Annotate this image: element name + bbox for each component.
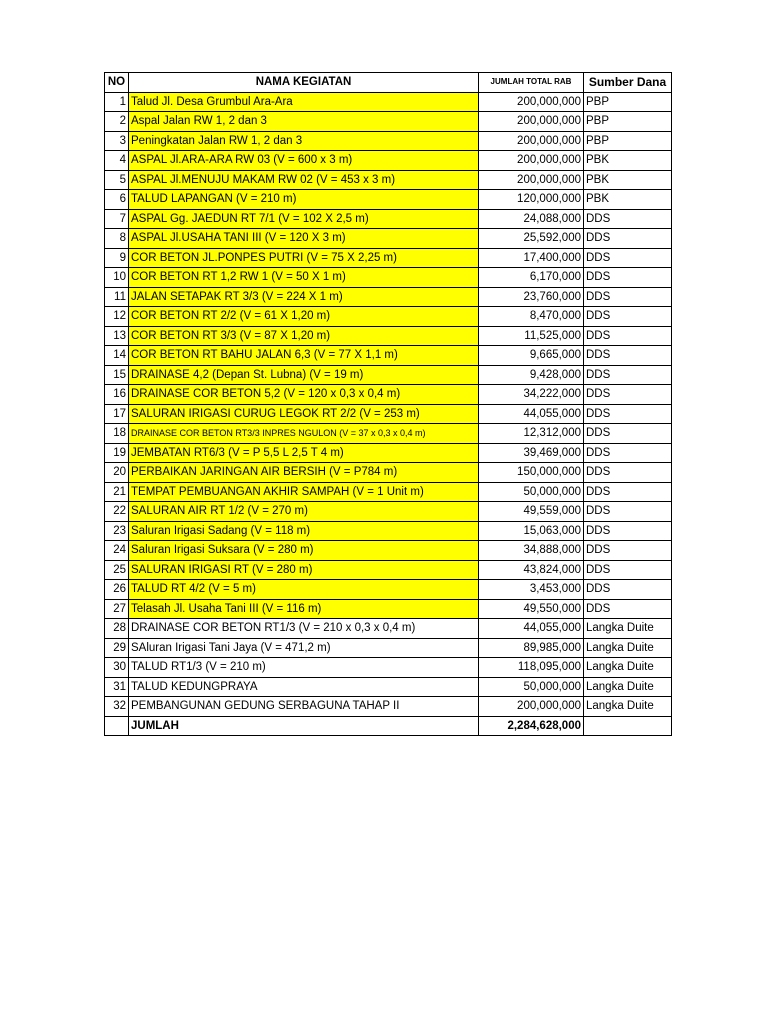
row-name: COR BETON RT 2/2 (V = 61 X 1,20 m) (129, 307, 479, 327)
row-name: Talud Jl. Desa Grumbul Ara-Ara (129, 92, 479, 112)
total-row (105, 716, 672, 736)
row-no: 30 (105, 658, 129, 678)
row-source: DDS (584, 541, 672, 561)
row-no: 24 (105, 541, 129, 561)
row-source: DDS (584, 502, 672, 522)
row-name: PEMBANGUNAN GEDUNG SERBAGUNA TAHAP II (129, 697, 479, 717)
row-amount: 200,000,000 (479, 131, 584, 151)
table-row (105, 170, 672, 190)
row-name: Saluran Irigasi Sadang (V = 118 m) (129, 521, 479, 541)
row-no: 22 (105, 502, 129, 522)
row-amount: 17,400,000 (479, 248, 584, 268)
header-source: Sumber Dana (584, 73, 672, 93)
row-no: 32 (105, 697, 129, 717)
row-name: Peningkatan Jalan RW 1, 2 dan 3 (129, 131, 479, 151)
row-amount: 200,000,000 (479, 92, 584, 112)
row-amount: 44,055,000 (479, 619, 584, 639)
row-name: ASPAL Gg. JAEDUN RT 7/1 (V = 102 X 2,5 m) (129, 209, 479, 229)
table-row (105, 541, 672, 561)
table-row (105, 326, 672, 346)
table-row (105, 151, 672, 171)
row-source: DDS (584, 482, 672, 502)
row-source: DDS (584, 365, 672, 385)
row-no: 5 (105, 170, 129, 190)
row-amount: 44,055,000 (479, 404, 584, 424)
total-label: JUMLAH (129, 716, 479, 736)
row-amount: 200,000,000 (479, 697, 584, 717)
row-source: DDS (584, 268, 672, 288)
table-row (105, 697, 672, 717)
row-source: DDS (584, 326, 672, 346)
row-name: Telasah Jl. Usaha Tani III (V = 116 m) (129, 599, 479, 619)
row-name: TALUD RT 4/2 (V = 5 m) (129, 580, 479, 600)
row-no: 10 (105, 268, 129, 288)
row-amount: 34,222,000 (479, 385, 584, 405)
row-no: 20 (105, 463, 129, 483)
row-name: COR BETON RT 3/3 (V = 87 X 1,20 m) (129, 326, 479, 346)
row-no: 3 (105, 131, 129, 151)
header-rab: JUMLAH TOTAL RAB (479, 73, 584, 93)
row-source: DDS (584, 307, 672, 327)
row-source: PBP (584, 112, 672, 132)
row-source: Langka Duite (584, 677, 672, 697)
row-name: TALUD RT1/3 (V = 210 m) (129, 658, 479, 678)
table-row (105, 248, 672, 268)
row-source: DDS (584, 229, 672, 249)
table-row (105, 463, 672, 483)
row-amount: 49,550,000 (479, 599, 584, 619)
row-name: DRAINASE COR BETON 5,2 (V = 120 x 0,3 x 0,4 m) (129, 385, 479, 405)
row-no: 17 (105, 404, 129, 424)
row-source: DDS (584, 248, 672, 268)
table-row (105, 209, 672, 229)
row-no: 26 (105, 580, 129, 600)
row-no: 28 (105, 619, 129, 639)
table-row (105, 658, 672, 678)
table-row (105, 638, 672, 658)
table-row (105, 385, 672, 405)
row-source: DDS (584, 209, 672, 229)
table-row (105, 365, 672, 385)
row-no: 23 (105, 521, 129, 541)
row-source: Langka Duite (584, 638, 672, 658)
total-amount: 2,284,628,000 (479, 716, 584, 736)
row-source: PBK (584, 190, 672, 210)
row-amount: 150,000,000 (479, 463, 584, 483)
table-row (105, 112, 672, 132)
row-amount: 120,000,000 (479, 190, 584, 210)
row-no: 21 (105, 482, 129, 502)
row-source: Langka Duite (584, 658, 672, 678)
row-name: TEMPAT PEMBUANGAN AKHIR SAMPAH (V = 1 Unit m) (129, 482, 479, 502)
header-name: NAMA KEGIATAN (129, 73, 479, 93)
row-amount: 43,824,000 (479, 560, 584, 580)
row-amount: 15,063,000 (479, 521, 584, 541)
row-amount: 34,888,000 (479, 541, 584, 561)
table-row (105, 521, 672, 541)
row-name: DRAINASE COR BETON RT3/3 INPRES NGULON (V = 37 x 0,3 x 0,4 m) (129, 424, 479, 444)
row-amount: 23,760,000 (479, 287, 584, 307)
table-row (105, 229, 672, 249)
row-no: 27 (105, 599, 129, 619)
row-no: 7 (105, 209, 129, 229)
table-row (105, 560, 672, 580)
table-row (105, 599, 672, 619)
header-row (105, 73, 672, 93)
row-amount: 200,000,000 (479, 151, 584, 171)
row-name: JALAN SETAPAK RT 3/3 (V = 224 X 1 m) (129, 287, 479, 307)
total-no-cell (105, 716, 129, 736)
row-name: Saluran Irigasi Suksara (V = 280 m) (129, 541, 479, 561)
row-amount: 6,170,000 (479, 268, 584, 288)
row-source: DDS (584, 580, 672, 600)
row-source: DDS (584, 599, 672, 619)
row-no: 18 (105, 424, 129, 444)
row-no: 9 (105, 248, 129, 268)
row-source: PBP (584, 92, 672, 112)
row-source: DDS (584, 404, 672, 424)
row-source: PBP (584, 131, 672, 151)
row-no: 15 (105, 365, 129, 385)
table-row (105, 346, 672, 366)
row-source: DDS (584, 385, 672, 405)
row-amount: 50,000,000 (479, 677, 584, 697)
row-name: SALURAN IRIGASI RT (V = 280 m) (129, 560, 479, 580)
table-row (105, 677, 672, 697)
row-source: DDS (584, 346, 672, 366)
table-row (105, 580, 672, 600)
row-source: DDS (584, 424, 672, 444)
table-row (105, 190, 672, 210)
row-no: 14 (105, 346, 129, 366)
row-source: Langka Duite (584, 619, 672, 639)
row-no: 6 (105, 190, 129, 210)
row-no: 29 (105, 638, 129, 658)
row-amount: 50,000,000 (479, 482, 584, 502)
table-row (105, 131, 672, 151)
row-source: DDS (584, 560, 672, 580)
row-name: ASPAL Jl.MENUJU MAKAM RW 02 (V = 453 x 3 m) (129, 170, 479, 190)
row-source: Langka Duite (584, 697, 672, 717)
row-source: PBK (584, 170, 672, 190)
row-amount: 200,000,000 (479, 112, 584, 132)
row-amount: 39,469,000 (479, 443, 584, 463)
row-no: 11 (105, 287, 129, 307)
row-name: TALUD LAPANGAN (V = 210 m) (129, 190, 479, 210)
row-source: DDS (584, 521, 672, 541)
table-row (105, 619, 672, 639)
row-name: TALUD KEDUNGPRAYA (129, 677, 479, 697)
row-no: 31 (105, 677, 129, 697)
table-row (105, 502, 672, 522)
row-amount: 89,985,000 (479, 638, 584, 658)
row-amount: 12,312,000 (479, 424, 584, 444)
row-amount: 25,592,000 (479, 229, 584, 249)
total-source-cell (584, 716, 672, 736)
row-name: COR BETON RT BAHU JALAN 6,3 (V = 77 X 1,1 m) (129, 346, 479, 366)
row-name: ASPAL Jl.USAHA TANI III (V = 120 X 3 m) (129, 229, 479, 249)
row-no: 13 (105, 326, 129, 346)
row-name: COR BETON JL.PONPES PUTRI (V = 75 X 2,25 m) (129, 248, 479, 268)
row-no: 4 (105, 151, 129, 171)
table-row (105, 307, 672, 327)
row-amount: 200,000,000 (479, 170, 584, 190)
row-no: 8 (105, 229, 129, 249)
row-amount: 9,665,000 (479, 346, 584, 366)
row-name: ASPAL Jl.ARA-ARA RW 03 (V = 600 x 3 m) (129, 151, 479, 171)
row-amount: 118,095,000 (479, 658, 584, 678)
table-row (105, 287, 672, 307)
row-no: 19 (105, 443, 129, 463)
row-amount: 3,453,000 (479, 580, 584, 600)
row-no: 2 (105, 112, 129, 132)
table-row (105, 268, 672, 288)
table-body (105, 92, 672, 716)
row-name: SALURAN IRIGASI CURUG LEGOK RT 2/2 (V = 253 m) (129, 404, 479, 424)
row-amount: 49,559,000 (479, 502, 584, 522)
row-no: 1 (105, 92, 129, 112)
budget-table (104, 72, 672, 736)
row-name: SALURAN AIR RT 1/2 (V = 270 m) (129, 502, 479, 522)
row-amount: 8,470,000 (479, 307, 584, 327)
row-name: COR BETON RT 1,2 RW 1 (V = 50 X 1 m) (129, 268, 479, 288)
table-row (105, 424, 672, 444)
row-no: 25 (105, 560, 129, 580)
row-source: DDS (584, 443, 672, 463)
table-row (105, 404, 672, 424)
table-row (105, 482, 672, 502)
row-no: 16 (105, 385, 129, 405)
row-source: DDS (584, 463, 672, 483)
row-amount: 11,525,000 (479, 326, 584, 346)
table-row (105, 92, 672, 112)
row-name: Aspal Jalan RW 1, 2 dan 3 (129, 112, 479, 132)
row-name: DRAINASE 4,2 (Depan St. Lubna) (V = 19 m) (129, 365, 479, 385)
row-name: PERBAIKAN JARINGAN AIR BERSIH (V = P784 m) (129, 463, 479, 483)
row-name: SAluran Irigasi Tani Jaya (V = 471,2 m) (129, 638, 479, 658)
row-no: 12 (105, 307, 129, 327)
row-amount: 24,088,000 (479, 209, 584, 229)
row-name: DRAINASE COR BETON RT1/3 (V = 210 x 0,3 x 0,4 m) (129, 619, 479, 639)
row-source: PBK (584, 151, 672, 171)
row-name: JEMBATAN RT6/3 (V = P 5,5 L 2,5 T 4 m) (129, 443, 479, 463)
header-no: NO (105, 73, 129, 93)
row-amount: 9,428,000 (479, 365, 584, 385)
row-source: DDS (584, 287, 672, 307)
table-row (105, 443, 672, 463)
